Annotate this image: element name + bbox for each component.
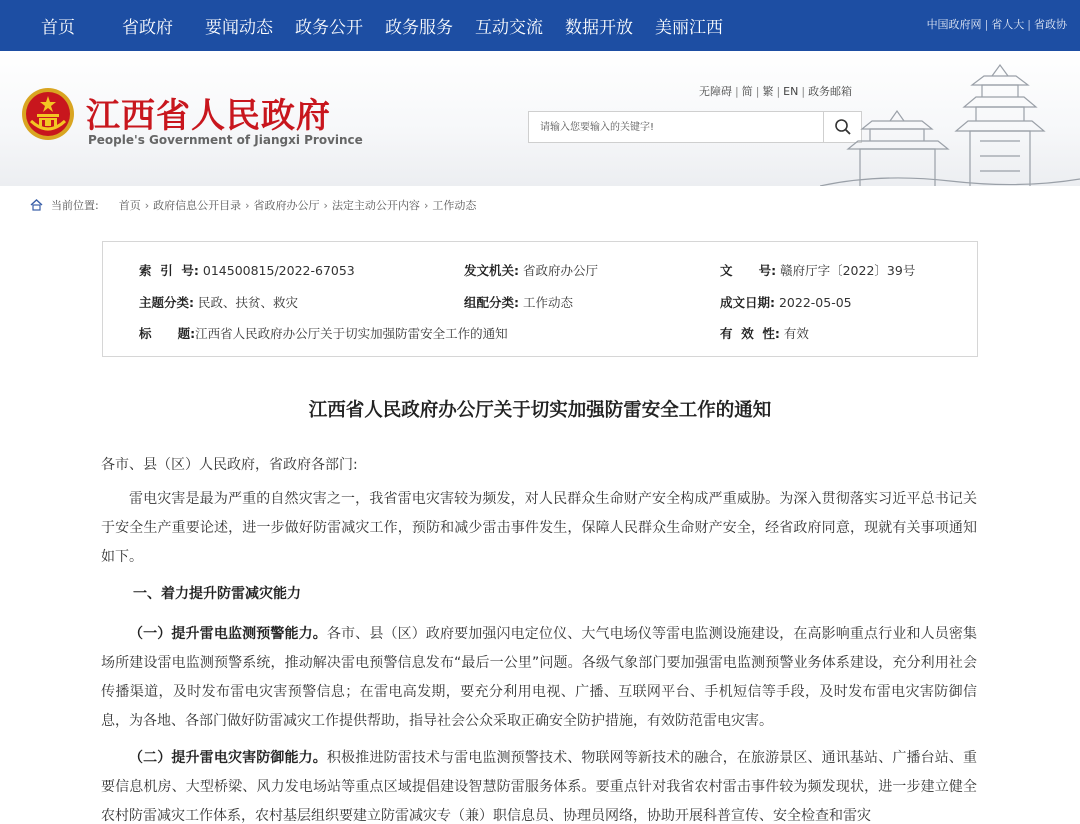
link-provincial-cppcc[interactable]: 省政协: [1034, 18, 1067, 31]
breadcrumb: [30, 197, 476, 213]
info-title-value: 江西省人民政府办公厅关于切实加强防雷安全工作的通知: [195, 326, 508, 341]
home-icon: [30, 199, 43, 211]
link-gov-mail[interactable]: 政务邮箱: [808, 85, 853, 98]
info-docno: [720, 261, 915, 279]
nav-item-interaction[interactable]: 互动交流: [475, 18, 543, 38]
breadcrumb-work-news[interactable]: 工作动态: [432, 199, 477, 212]
article-paragraph-1: [101, 620, 977, 736]
info-docno-key: 文 号:: [720, 263, 777, 278]
link-traditional[interactable]: 繁: [762, 85, 774, 98]
divider: |: [735, 85, 739, 98]
top-nav-bar: [0, 0, 1080, 51]
divider: |: [776, 85, 781, 98]
info-validity: [720, 324, 809, 342]
info-issuer: [464, 261, 598, 279]
link-provincial-congress[interactable]: 省人大: [991, 18, 1025, 31]
breadcrumb-label: 当前位置:: [51, 199, 99, 212]
breadcrumb-home[interactable]: 首页: [118, 199, 141, 212]
search-box: [528, 111, 862, 143]
nav-item-open-data[interactable]: 数据开放: [565, 18, 633, 38]
search-input[interactable]: [529, 112, 823, 142]
info-issuer-key: 发文机关:: [464, 263, 519, 278]
top-right-links: [927, 16, 1067, 32]
nav-item-gov-services[interactable]: 政务服务: [385, 18, 453, 38]
info-topic: [139, 293, 298, 311]
subsection-body-2: 积极推进防雷技术与雷电监测预警技术、物联网等新技术的融合，在旅游景区、通讯基站、广播台站、重要信息机房、大型桥梁、风力发电场站等重点区域提倡建设智慧防雷服务体系。要重点针对我省农村雷击事件较为频发现状，进一步建立健全农村防雷减灾工作体系，农村基层组织要建立防雷减灾专（兼）职信息员、协理员网络，协助开展科普宣传、安全检查和雷灾: [101, 750, 978, 824]
divider: |: [755, 85, 760, 98]
breadcrumb-separator: ›: [245, 198, 250, 212]
info-topic-key: 主题分类:: [139, 295, 194, 310]
link-china-gov[interactable]: 中国政府网: [926, 18, 982, 31]
info-validity-key: 有 效 性:: [720, 326, 780, 341]
nav-item-beautiful-jiangxi[interactable]: 美丽江西: [655, 18, 723, 38]
article-paragraph-2: [101, 744, 977, 824]
site-header: [0, 51, 1080, 186]
section-heading-1: 一、着力提升防雷减灾能力: [133, 586, 301, 602]
info-title-key: 标 题:: [139, 326, 196, 341]
tengwang-pavilion-illustration: [820, 61, 1080, 186]
breadcrumb-statutory-content[interactable]: 法定主动公开内容: [331, 199, 420, 212]
info-date-key: 成文日期:: [720, 295, 775, 310]
breadcrumb-info-catalog[interactable]: 政府信息公开目录: [153, 199, 242, 212]
info-docno-value: 赣府厅字〔2022〕39号: [780, 263, 916, 278]
info-date: [720, 293, 852, 311]
subsection-body-1: 各市、县（区）政府要加强闪电定位仪、大气电场仪等雷电监测设施建设，在高影响重点行业和人员密集场所建设雷电监测预警系统，推动解决雷电预警信息发布“最后一公里”问题。各级气象部门要加强雷电监测预警业务体系建设，充分利用社会传播渠道，及时发布雷电灾害预警信息；在雷电高发期，要充分利用电视、广播、互联网平台、手机短信等手段，及时发布雷电灾害防御信息，为各地、各部门做好防雷减灾工作提供帮助，指导社会公众采取正确安全防护措施，有效防范雷电灾害。: [101, 626, 978, 729]
article-salutation: 各市、县（区）人民政府，省政府各部门:: [101, 457, 358, 473]
link-simplified[interactable]: 简: [741, 85, 753, 98]
info-topic-value: 民政、扶贫、救灾: [197, 295, 298, 310]
nav-item-news[interactable]: 要闻动态: [205, 18, 273, 38]
nav-item-gov-affairs-open[interactable]: 政务公开: [295, 18, 363, 38]
link-accessibility[interactable]: 无障碍: [699, 85, 732, 98]
article-title: 江西省人民政府办公厅关于切实加强防雷安全工作的通知: [308, 400, 772, 421]
info-date-value: 2022-05-05: [778, 295, 852, 310]
article-intro-paragraph: 雷电灾害是最为严重的自然灾害之一，我省雷电灾害较为频发，对人民群众生命财产安全构成严重威胁。为深入贯彻落实习近平总书记关于安全生产重要论述，进一步做好防雷减灾工作，预防和减少雷击事件发生，保障人民群众生命财产安全，经省政府同意，现就有关事项通知如下。: [101, 491, 977, 565]
info-validity-value: 有效: [783, 326, 809, 341]
subsection-heading-2: （二）提升雷电灾害防御能力。: [129, 750, 327, 766]
site-title[interactable]: 江西省人民政府: [86, 96, 331, 136]
info-index-value: 014500815/2022-67053: [202, 263, 355, 278]
info-category-value: 工作动态: [522, 295, 573, 310]
site-subtitle: People's Government of Jiangxi Province: [88, 133, 363, 147]
breadcrumb-separator: ›: [323, 198, 328, 212]
document-info-table: [102, 241, 978, 357]
info-title: [139, 324, 508, 342]
national-emblem-icon: [21, 87, 75, 141]
nav-item-province-gov[interactable]: 省政府: [122, 18, 173, 38]
info-index-key: 索 引 号:: [139, 263, 199, 278]
info-index: [139, 261, 355, 279]
info-issuer-value: 省政府办公厅: [522, 263, 598, 278]
info-category-key: 组配分类:: [464, 295, 519, 310]
breadcrumb-separator: ›: [423, 198, 429, 212]
divider: |: [1027, 18, 1031, 31]
link-english[interactable]: EN: [783, 85, 799, 98]
divider: |: [801, 85, 806, 98]
breadcrumb-general-office[interactable]: 省政府办公厅: [253, 199, 320, 212]
divider: |: [984, 18, 989, 31]
subsection-heading-1: （一）提升雷电监测预警能力。: [129, 626, 327, 642]
nav-item-home[interactable]: 首页: [41, 18, 75, 38]
info-category: [464, 293, 573, 311]
breadcrumb-separator: ›: [144, 198, 150, 212]
